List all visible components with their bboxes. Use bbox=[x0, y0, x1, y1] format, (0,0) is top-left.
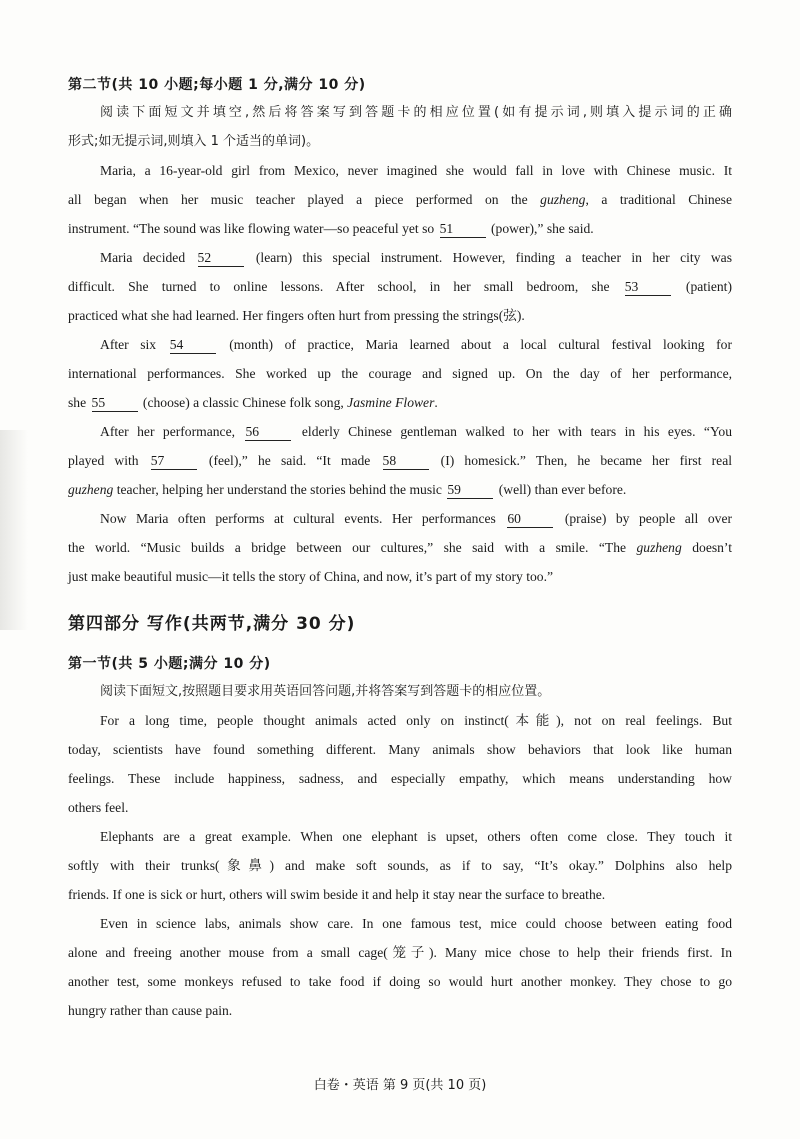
p4-line1: After her performance, 56 elderly Chinese gentleman walked to her with tears in his eyes. “You bbox=[100, 424, 733, 439]
section1-heading: 第一节(共 5 小题;满分 10 分) bbox=[68, 656, 271, 672]
part4-heading: 第四部分 写作(共两节,满分 30 分) bbox=[68, 614, 356, 634]
s1-p2-line1: Elephants are a great example. When one elephant is upset, others often come close. They touch it bbox=[100, 829, 732, 844]
blank-59: 59 bbox=[447, 482, 493, 499]
s1-p3-line2: alone and freeing another mouse from a small cage(笼子). Many mice chose to help their friends first. In bbox=[68, 945, 732, 960]
p5-line3: just make beautiful music—it tells the story of China, and now, it’s part of my story too.” bbox=[68, 569, 554, 584]
p1-line1: Maria, a 16-year-old girl from Mexico, never imagined she would fall in love with Chinese music. It bbox=[100, 163, 732, 178]
blank-57: 57 bbox=[151, 453, 197, 470]
s1-p1-line4: others feel. bbox=[68, 800, 129, 815]
blank-56: 56 bbox=[245, 424, 291, 441]
section1-instruction: 阅读下面短文,按照题目要求用英语回答问题,并将答案写到答题卡的相应位置。 bbox=[100, 684, 551, 699]
s1-p3-line3: another test, some monkeys refused to take food if doing so would hurt another monkey. They chose to go bbox=[68, 974, 732, 989]
p2-line1: Maria decided 52 (learn) this special instrument. However, finding a teacher in her city was bbox=[100, 250, 732, 265]
s1-p2-line3: friends. If one is sick or hurt, others will swim beside it and help it stay near the surface to breathe. bbox=[68, 887, 606, 902]
blank-58: 58 bbox=[383, 453, 429, 470]
p3-line1: After six 54 (month) of practice, Maria learned about a local cultural festival looking for bbox=[100, 337, 733, 352]
p5-line2: the world. “Music builds a bridge between our cultures,” she said with a smile. “The guzheng doesn’t bbox=[68, 540, 732, 555]
blank-60: 60 bbox=[507, 511, 553, 528]
s1-p1-line3: feelings. These include happiness, sadness, and especially empathy, which means understanding how bbox=[68, 771, 732, 786]
p2-line3: practiced what she had learned. Her fingers often hurt from pressing the strings(弦). bbox=[68, 308, 525, 323]
p3-line2: international performances. She worked up the courage and signed up. On the day of her performance, bbox=[68, 366, 732, 381]
scan-smudge bbox=[0, 430, 28, 630]
blank-55: 55 bbox=[92, 395, 138, 412]
section2-heading: 第二节(共 10 小题;每小题 1 分,满分 10 分) bbox=[68, 77, 366, 93]
s1-p1-line1: For a long time, people thought animals acted only on instinct(本能), not on real feelings. But bbox=[100, 713, 732, 728]
section2-instruction-line2: 形式;如无提示词,则填入 1 个适当的单词)。 bbox=[68, 134, 320, 149]
blank-51: 51 bbox=[440, 221, 486, 238]
s1-p1-line2: today, scientists have found something different. Many animals show behaviors that look like human bbox=[68, 742, 732, 757]
p4-line2: played with 57 (feel),” he said. “It made 58 (I) homesick.” Then, he became her first real bbox=[68, 453, 733, 468]
blank-54: 54 bbox=[170, 337, 216, 354]
p3-line3: she 55 (choose) a classic Chinese folk song, Jasmine Flower. bbox=[68, 395, 438, 410]
blank-53: 53 bbox=[625, 279, 671, 296]
p2-line2: difficult. She turned to online lessons. After school, in her small bedroom, she 53 (patient) bbox=[68, 279, 732, 294]
p5-line1: Now Maria often performs at cultural events. Her performances 60 (praise) by people all over bbox=[100, 511, 733, 526]
blank-52: 52 bbox=[198, 250, 244, 267]
p4-line3: guzheng teacher, helping her understand the stories behind the music 59 (well) than ever before. bbox=[68, 482, 627, 497]
page-footer: 白卷・英语 第 9 页(共 10 页) bbox=[313, 1078, 487, 1093]
s1-p3-line4: hungry rather than cause pain. bbox=[68, 1003, 233, 1018]
section2-instruction-line1: 阅读下面短文并填空,然后将答案写到答题卡的相应位置(如有提示词,则填入提示词的正确 bbox=[100, 105, 732, 120]
s1-p3-line1: Even in science labs, animals show care. In one famous test, mice could choose between eating food bbox=[100, 916, 732, 931]
p1-line2: all began when her music teacher played a piece performed on the guzheng, a traditional Chinese bbox=[68, 192, 733, 207]
s1-p2-line2: softly with their trunks(象鼻) and make soft sounds, as if to say, “It’s okay.” Dolphins also help bbox=[68, 858, 732, 873]
p1-line3: instrument. “The sound was like flowing water—so peaceful yet so 51 (power),” she said. bbox=[68, 221, 594, 236]
